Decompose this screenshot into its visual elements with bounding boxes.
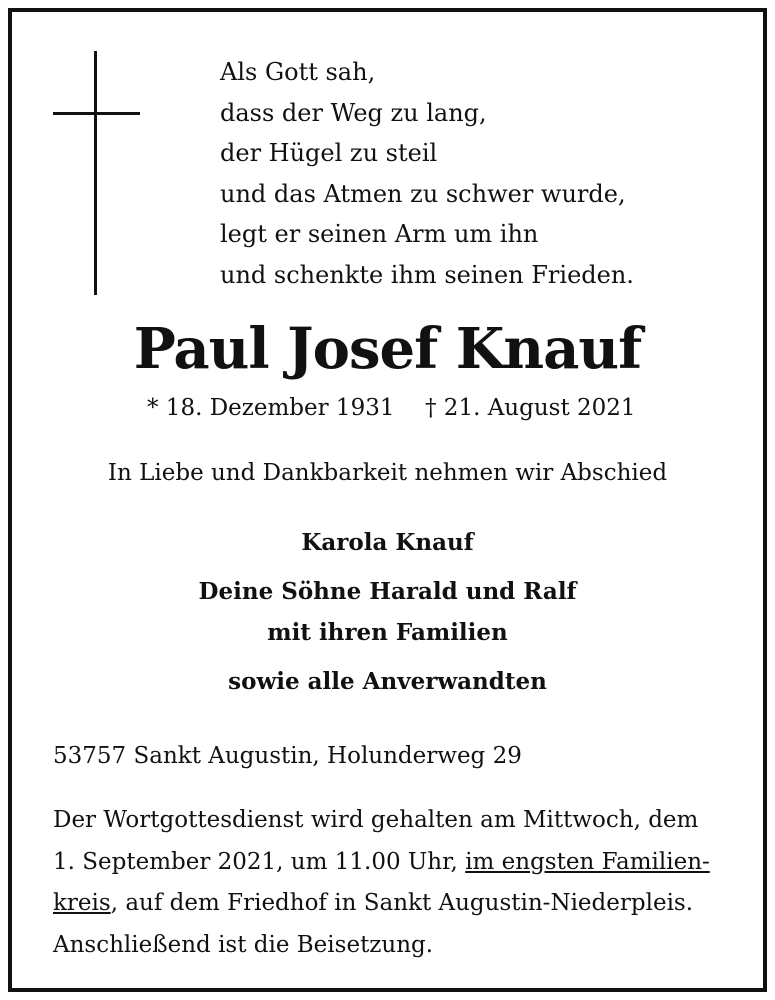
birth-date: * 18. Dezember 1931 — [147, 395, 395, 421]
service-text: 1. September 2021, um 11.00 Uhr, — [53, 848, 466, 875]
mourner-families: mit ihren Familien — [267, 619, 508, 646]
service-info — [53, 800, 710, 966]
service-text: , auf dem Friedhof in Sankt Augustin-Niederpleis. — [110, 890, 694, 916]
poem-line: Als Gott sah, — [220, 58, 376, 86]
farewell-text: In Liebe und Dankbarkeit nehmen wir Abschied — [107, 460, 668, 486]
poem-line: und das Atmen zu schwer wurde, — [220, 179, 626, 208]
service-line: Der Wortgottesdienst wird gehalten am Mittwoch, dem — [53, 807, 699, 833]
poem-line: der Hügel zu steil — [220, 139, 438, 167]
service-line — [53, 842, 710, 884]
death-date: † 21. August 2021 — [425, 395, 636, 421]
poem-line: dass der Weg zu lang, — [220, 98, 487, 127]
service-line — [53, 883, 710, 925]
address: 53757 Sankt Augustin, Holunderweg 29 — [53, 743, 522, 769]
underlined-text: im engsten Familien- — [465, 848, 710, 875]
poem — [220, 52, 634, 295]
mourner-relatives: sowie alle Anverwandten — [228, 668, 547, 695]
cross-icon — [94, 51, 97, 295]
poem-line: legt er seinen Arm um ihn — [220, 220, 539, 248]
service-line: Anschließend ist die Beisetzung. — [53, 931, 434, 958]
deceased-name: Paul Josef Knauf — [133, 316, 642, 382]
underlined-text: kreis — [53, 890, 111, 916]
mourner-sons: Deine Söhne Harald und Ralf — [198, 578, 577, 605]
mourner-spouse: Karola Knauf — [301, 529, 474, 556]
cross-icon-bar — [53, 112, 140, 115]
poem-line: und schenkte ihm seinen Frieden. — [220, 260, 634, 289]
